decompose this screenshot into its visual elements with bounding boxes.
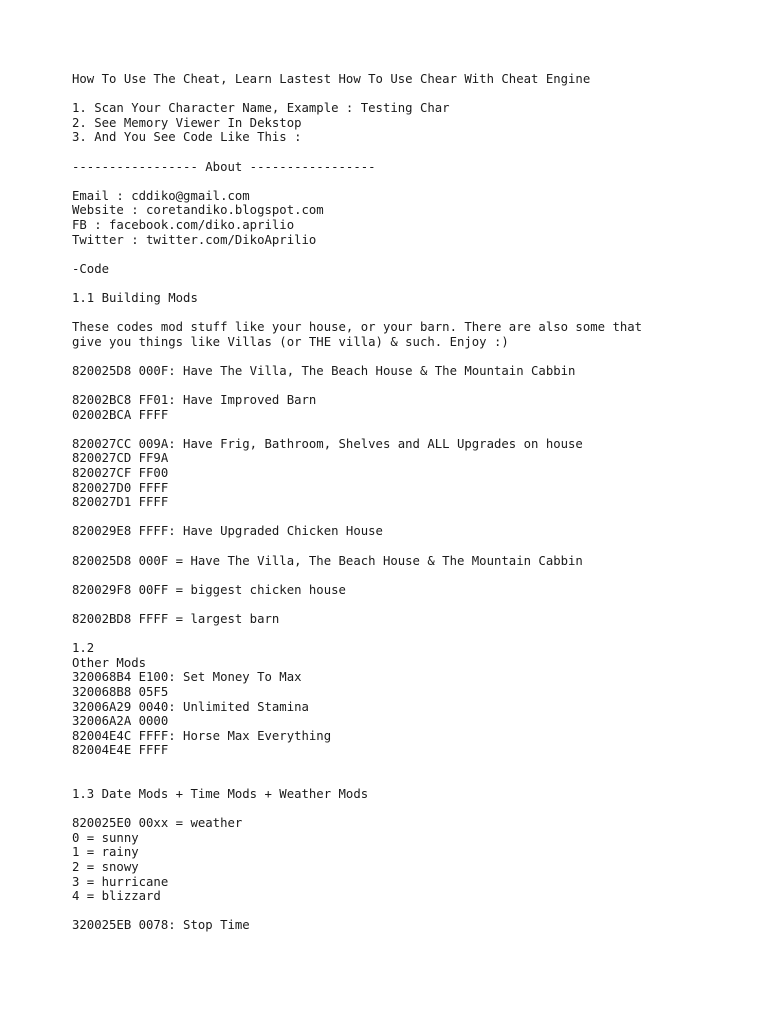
blank-line [72,758,712,773]
text-line: 820027CD FF9A [72,451,169,466]
text-line: 820029F8 00FF = biggest chicken house [72,582,346,597]
text-line: 1. Scan Your Character Name, Example : Testing Char [72,101,450,116]
text-line: 820027CC 009A: Have Frig, Bathroom, Shelves and ALL Upgrades on house [72,436,583,451]
text-line: 0 = sunny [72,830,139,845]
text-line: 320068B8 05F5 [72,684,169,699]
text-line: How To Use The Cheat, Learn Lastest How To Use Chear With Cheat Engine [72,72,591,86]
text-line: 82004E4E FFFF [72,743,169,758]
text-line: 820025E0 00xx = weather [72,816,243,831]
blank-line [72,247,712,262]
text-line: 32006A29 0040: Unlimited Stamina [72,699,309,714]
text-line: 1.2 [72,641,95,656]
text-line: give you things like Villas (or THE villa) & such. Enjoy :) [72,334,509,349]
text-line: 82002BD8 FFFF = largest barn [72,611,280,626]
blank-line [72,145,712,160]
text-line: 2. See Memory Viewer In Dekstop [72,115,302,130]
text-line: 320068B4 E100: Set Money To Max [72,670,302,685]
text-line: 820025D8 000F: Have The Villa, The Beach House & The Mountain Cabbin [72,363,576,378]
text-line: FB : facebook.com/diko.aprilio [72,217,295,232]
blank-line [72,568,712,583]
blank-line [72,378,712,393]
blank-line [72,773,712,788]
text-line: 820027D1 FFFF [72,495,169,510]
text-line: ----------------- About ----------------- [72,159,376,174]
blank-line [72,306,712,321]
blank-line [72,174,712,189]
text-line: 820029E8 FFFF: Have Upgraded Chicken House [72,524,383,539]
blank-line [72,802,712,817]
blank-line [72,597,712,612]
blank-line [72,904,712,919]
blank-line [72,510,712,525]
text-line: Twitter : twitter.com/DikoAprilio [72,232,317,247]
text-line: 320025EB 0078: Stop Time [72,918,250,933]
text-line: 82004E4C FFFF: Horse Max Everything [72,728,332,743]
text-line: -Code [72,261,110,276]
text-line: 820027D0 FFFF [72,480,169,495]
text-line: 02002BCA FFFF [72,407,169,422]
text-line: 4 = blizzard [72,889,161,904]
text-line: 2 = snowy [72,860,139,875]
text-line: 1 = rainy [72,845,139,860]
text-line: 3. And You See Code Like This : [72,130,302,145]
document-body [72,72,712,933]
blank-line [72,276,712,291]
text-line: 1.1 Building Mods [72,290,198,305]
blank-line [72,627,712,642]
blank-line [72,539,712,554]
text-line: 32006A2A 0000 [72,714,169,729]
text-line: 820025D8 000F = Have The Villa, The Beach House & The Mountain Cabbin [72,553,583,568]
text-line: Other Mods [72,655,147,670]
text-line: 820027CF FF00 [72,466,169,481]
blank-line [72,422,712,437]
text-line: 1.3 Date Mods + Time Mods + Weather Mods [72,787,369,802]
text-line: Email : cddiko@gmail.com [72,188,250,203]
blank-line [72,349,712,364]
text-line: 3 = hurricane [72,874,169,889]
text-line: These codes mod stuff like your house, or your barn. There are also some that [72,320,643,335]
text-line: 82002BC8 FF01: Have Improved Barn [72,393,317,408]
blank-line [72,87,712,102]
text-line: Website : coretandiko.blogspot.com [72,203,324,218]
